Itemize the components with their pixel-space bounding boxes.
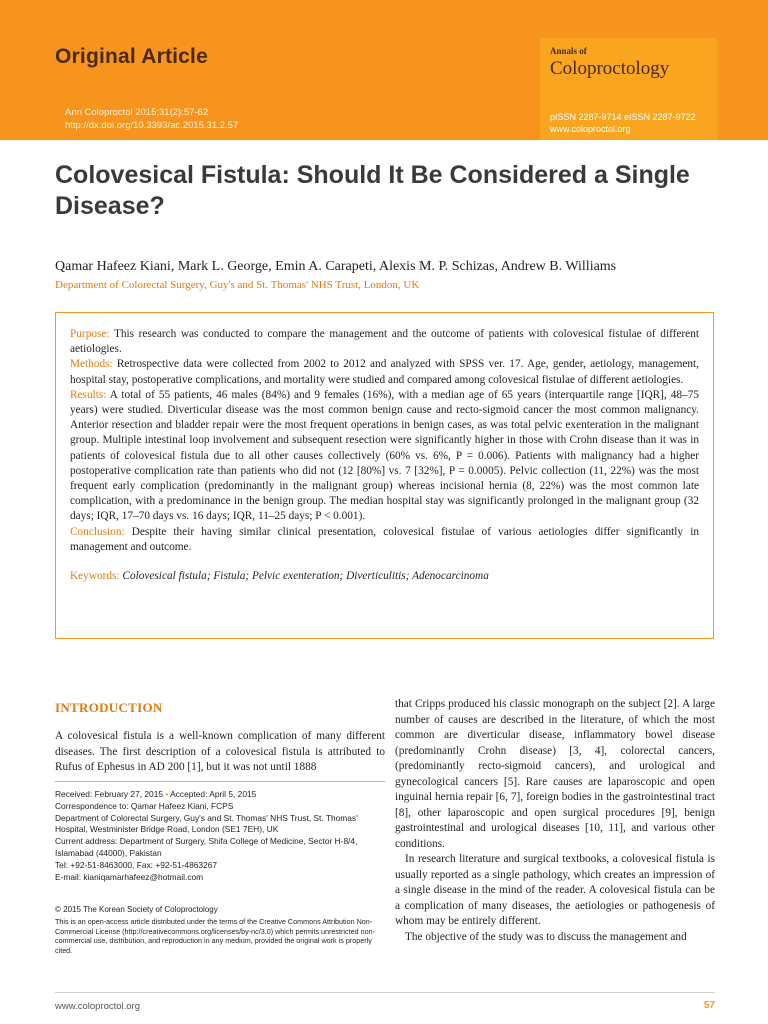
accepted-date: Accepted: April 5, 2015 bbox=[170, 789, 257, 799]
introduction-paragraph-right-3: The objective of the study was to discuss the management and bbox=[405, 930, 687, 943]
results-text: A total of 55 patients, 46 males (84%) and 9 females (16%), with a median age of 65 years (interquartile range [IQR], 48–75 years) were studied. Diverticular disease was the most common benign cause and recto-sigmoid cancer the most common malignancy. Anterior resection and bladder repair were the most frequent operations in benign cases, as was total pelvic exenteration in the malignant group. Multiple intestinal loop involvement and subsequent resection were significantly higher in those with Crohn disease than it was in patients of colovesical fistula due to all other causes collectively (60% vs. 6%, P = 0.006). Patients with malignancy had a higher postoperative complication rate than patients who did not (12 [80%] vs. 7 [32%], P = 0.0005). Pelvic collection (11, 22%) was the most frequent early complication (predominantly in the malignant group) whereas incisional hernia (8, 22%) was the most common late complication, with a predominance in the benign group. The median hospital stay was significantly prolonged in the malignant group (32 days; IQR, 17–70 days vs. 16 days; IQR, 11–25 days; P < 0.001). bbox=[70, 388, 699, 523]
right-column bbox=[395, 697, 715, 945]
journal-website-link[interactable]: www.coloproctol.org bbox=[550, 124, 631, 134]
current-address: Current address: Department of Surgery, Shifa College of Medicine, Sector H-8/4, Islamabad (44000), Pakistan bbox=[55, 836, 358, 858]
abstract-conclusion bbox=[70, 525, 699, 555]
correspondence: Correspondence to: Qamar Hafeez Kiani, FCPS bbox=[55, 800, 234, 811]
journal-name: Coloproctology bbox=[550, 58, 670, 79]
introduction-heading-wrap bbox=[55, 700, 385, 716]
introduction-paragraph-right-1: that Cripps produced his classic monograph on the subject [2]. A large number of causes are described in the literature, of which the most common are diverticular disease, inflammatory bowel disease (predominantly Crohn disease) [3, 4], colorectal cancers, (predominantly recto-sigmoid cancers), and urological and gynecological cancers [5]. Rare causes are laparoscopic and open inguinal hernia repair [6, 7], foreign bodies in the gastrointestinal tract [8], other laparoscopic and open surgical procedures [9], benign gastrointestinal and urological diseases [10, 11], and various other conditions. bbox=[395, 698, 715, 850]
introduction-paragraph-left: A colovesical fistula is a well-known complication of many different diseases. The first description of a colovesical fistula is attributed to Rufus of Ephesus in AD 200 [1], but it was not until 1888 bbox=[55, 730, 385, 773]
received-date: Received: February 27, 2015 bbox=[55, 789, 164, 799]
footer-divider bbox=[55, 992, 715, 993]
journal-logo-box bbox=[540, 38, 717, 140]
address: Department of Colorectal Surgery, Guy's and St. Thomas' NHS Trust, St. Thomas' Hospital, Westminister Bridge Road, London (SE1 7EH), UK bbox=[55, 812, 358, 835]
results-label: Results: bbox=[70, 388, 107, 401]
methods-label: Methods: bbox=[70, 358, 113, 371]
introduction-paragraph-right-2: In research literature and surgical textbooks, a colovesical fistula is usually reported as a single pathology, which creates an impression of a single disease in the mind of the reader. A colovesical fistula can be a complication of many diseases, the aetiologies or pathogenesis of whom may be entirely different. bbox=[395, 853, 715, 927]
authors: Qamar Hafeez Kiani, Mark L. George, Emin A. Carapeti, Alexis M. P. Schizas, Andrew B. Williams bbox=[55, 259, 617, 274]
header-banner bbox=[0, 0, 768, 140]
page-number: 57 bbox=[703, 1000, 715, 1011]
journal-annals-label: Annals of bbox=[550, 46, 587, 56]
doi-link[interactable]: http://dx.doi.org/10.3393/ac.2015.31.2.57 bbox=[65, 119, 239, 131]
conclusion-text: Despite their having similar clinical presentation, colovesical fistulae of various aetiologies differ significantly in management and outcome. bbox=[70, 525, 699, 553]
abstract-methods bbox=[70, 357, 699, 387]
article-title: Colovesical Fistula: Should It Be Considered a Single Disease? bbox=[55, 161, 690, 220]
bullet-icon: • bbox=[165, 789, 169, 799]
email[interactable]: E-mail: kianiqamarhafeez@hotmail.com bbox=[55, 871, 204, 882]
article-type: Original Article bbox=[55, 45, 208, 68]
conclusion-label: Conclusion: bbox=[70, 525, 125, 538]
keywords-label: Keywords: bbox=[70, 570, 120, 583]
dates-line bbox=[55, 789, 385, 801]
copyright: © 2015 The Korean Society of Coloproctology bbox=[55, 905, 218, 914]
keywords-text: Colovesical fistula; Fistula; Pelvic exenteration; Diverticulitis; Adenocarcinoma bbox=[122, 570, 489, 583]
journal-issn: pISSN 2287-9714 eISSN 2287-9722 bbox=[550, 112, 696, 122]
license-block bbox=[55, 905, 385, 956]
footer-website-link[interactable]: www.coloproctol.org bbox=[55, 1001, 141, 1012]
purpose-label: Purpose: bbox=[70, 328, 110, 340]
affiliation: Department of Colorectal Surgery, Guy's and St. Thomas' NHS Trust, London, UK bbox=[55, 279, 420, 291]
notes-divider bbox=[55, 781, 385, 782]
introduction-heading: INTRODUCTION bbox=[55, 700, 163, 715]
tel-fax: Tel: +92-51-8463000, Fax: +92-51-4863267 bbox=[55, 859, 218, 870]
license-text: This is an open-access article distributed under the terms of the Creative Commons Attribution Non-Commercial License (http://creativecommons.org/licenses/by-nc/3.0) which permits unrestricted non-commercial use, distribution, and reproduction in any medium, provided the original work is properly cited. bbox=[55, 916, 375, 956]
abstract-box bbox=[55, 312, 714, 639]
methods-text: Retrospective data were collected from 2002 to 2012 and analyzed with SPSS ver. 17. Age, gender, aetiology, management, hospital stay, postoperative complications, and mortality were studied and compared among colovesical fistulae of different aetiologies. bbox=[70, 358, 699, 386]
purpose-text: This research was conducted to compare the management and the outcome of patients with colovesical fistulae of different aetiologies. bbox=[70, 328, 699, 356]
article-notes bbox=[55, 789, 385, 883]
abstract-results bbox=[70, 388, 699, 525]
abstract-purpose bbox=[70, 327, 699, 357]
abstract-keywords bbox=[70, 569, 699, 584]
citation-line: Ann Coloproctol 2015;31(2):57-62 bbox=[65, 107, 209, 118]
citation-block bbox=[65, 107, 238, 132]
